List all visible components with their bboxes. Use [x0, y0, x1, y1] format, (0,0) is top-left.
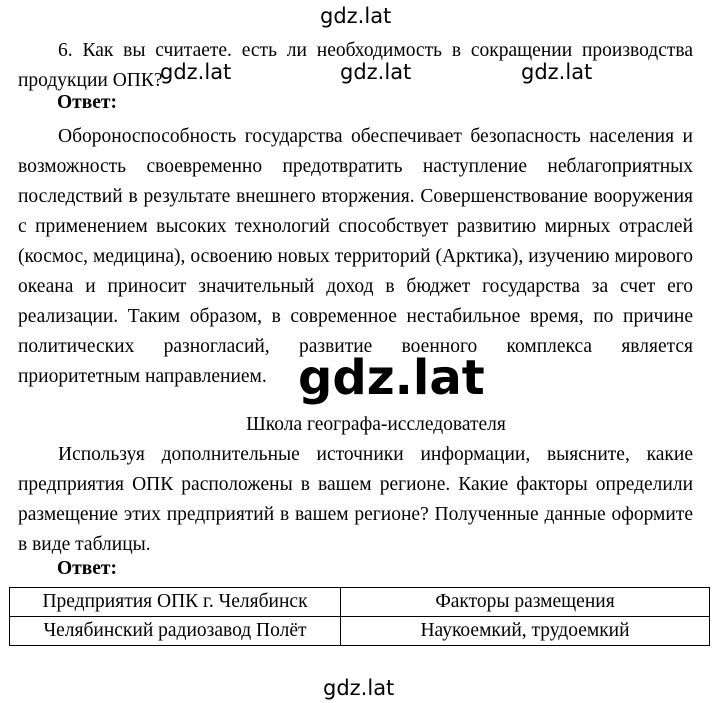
watermark: gdz.lat — [160, 60, 232, 84]
task-paragraph — [18, 440, 693, 560]
table-header-row — [10, 588, 710, 617]
answer-line: возможность своевременно предотвратить наступление неблагоприятных — [18, 156, 693, 177]
answer-line: реализации. Таким образом, в современное нестабильное время, по причине — [18, 306, 693, 327]
watermark: gdz.lat — [521, 60, 593, 84]
answer-label: Ответ: — [57, 92, 118, 113]
answer-line: Обороноспособность государства обеспечивает безопасность населения и — [58, 126, 693, 147]
section-title: Школа географа-исследователя — [246, 414, 506, 435]
table-row — [10, 617, 710, 646]
watermark: gdz.lat — [323, 676, 395, 700]
question-line: 6. Как вы считаете. есть ли необходимость в сокращении производства — [58, 40, 693, 61]
watermark: gdz.lat — [320, 4, 392, 28]
answer-line: последствий в результате внешнего вторжения. Совершенствование вооружения — [18, 186, 693, 207]
watermark: gdz.lat — [340, 60, 412, 84]
task-line: в виде таблицы. — [18, 534, 151, 555]
answer-line: приоритетным направлением. — [18, 366, 267, 387]
answer-line: политических разногласий, развитие военного комплекса является — [18, 336, 693, 357]
answer-line: (космос, медицина), освоению новых территорий (Арктика), изучению мирового — [18, 246, 693, 267]
table-cell: Наукоемкий, трудоемкий — [341, 617, 710, 646]
answer-line: океана и приносит значительный доход в бюджет государства за счет его — [18, 276, 693, 297]
answer-label: Ответ: — [57, 558, 118, 579]
table-cell: Челябинский радиозавод Полёт — [10, 617, 341, 646]
table-header-cell: Факторы размещения — [341, 588, 710, 617]
task-line: предприятия ОПК расположены в вашем регионе. Какие факторы определили — [18, 474, 693, 495]
watermark-large: gdz.lat — [298, 350, 485, 406]
answer-line: с применением высоких технологий способствует развитию мирных отраслей — [18, 216, 693, 237]
task-line: размещение этих предприятий в вашем регионе? Полученные данные оформите — [18, 504, 693, 525]
question-line: продукции ОПК? — [18, 70, 163, 91]
table-header-cell: Предприятия ОПК г. Челябинск — [10, 588, 341, 617]
task-line: Используя дополнительные источники информации, выясните, какие — [58, 444, 693, 465]
enterprises-table — [9, 587, 710, 646]
